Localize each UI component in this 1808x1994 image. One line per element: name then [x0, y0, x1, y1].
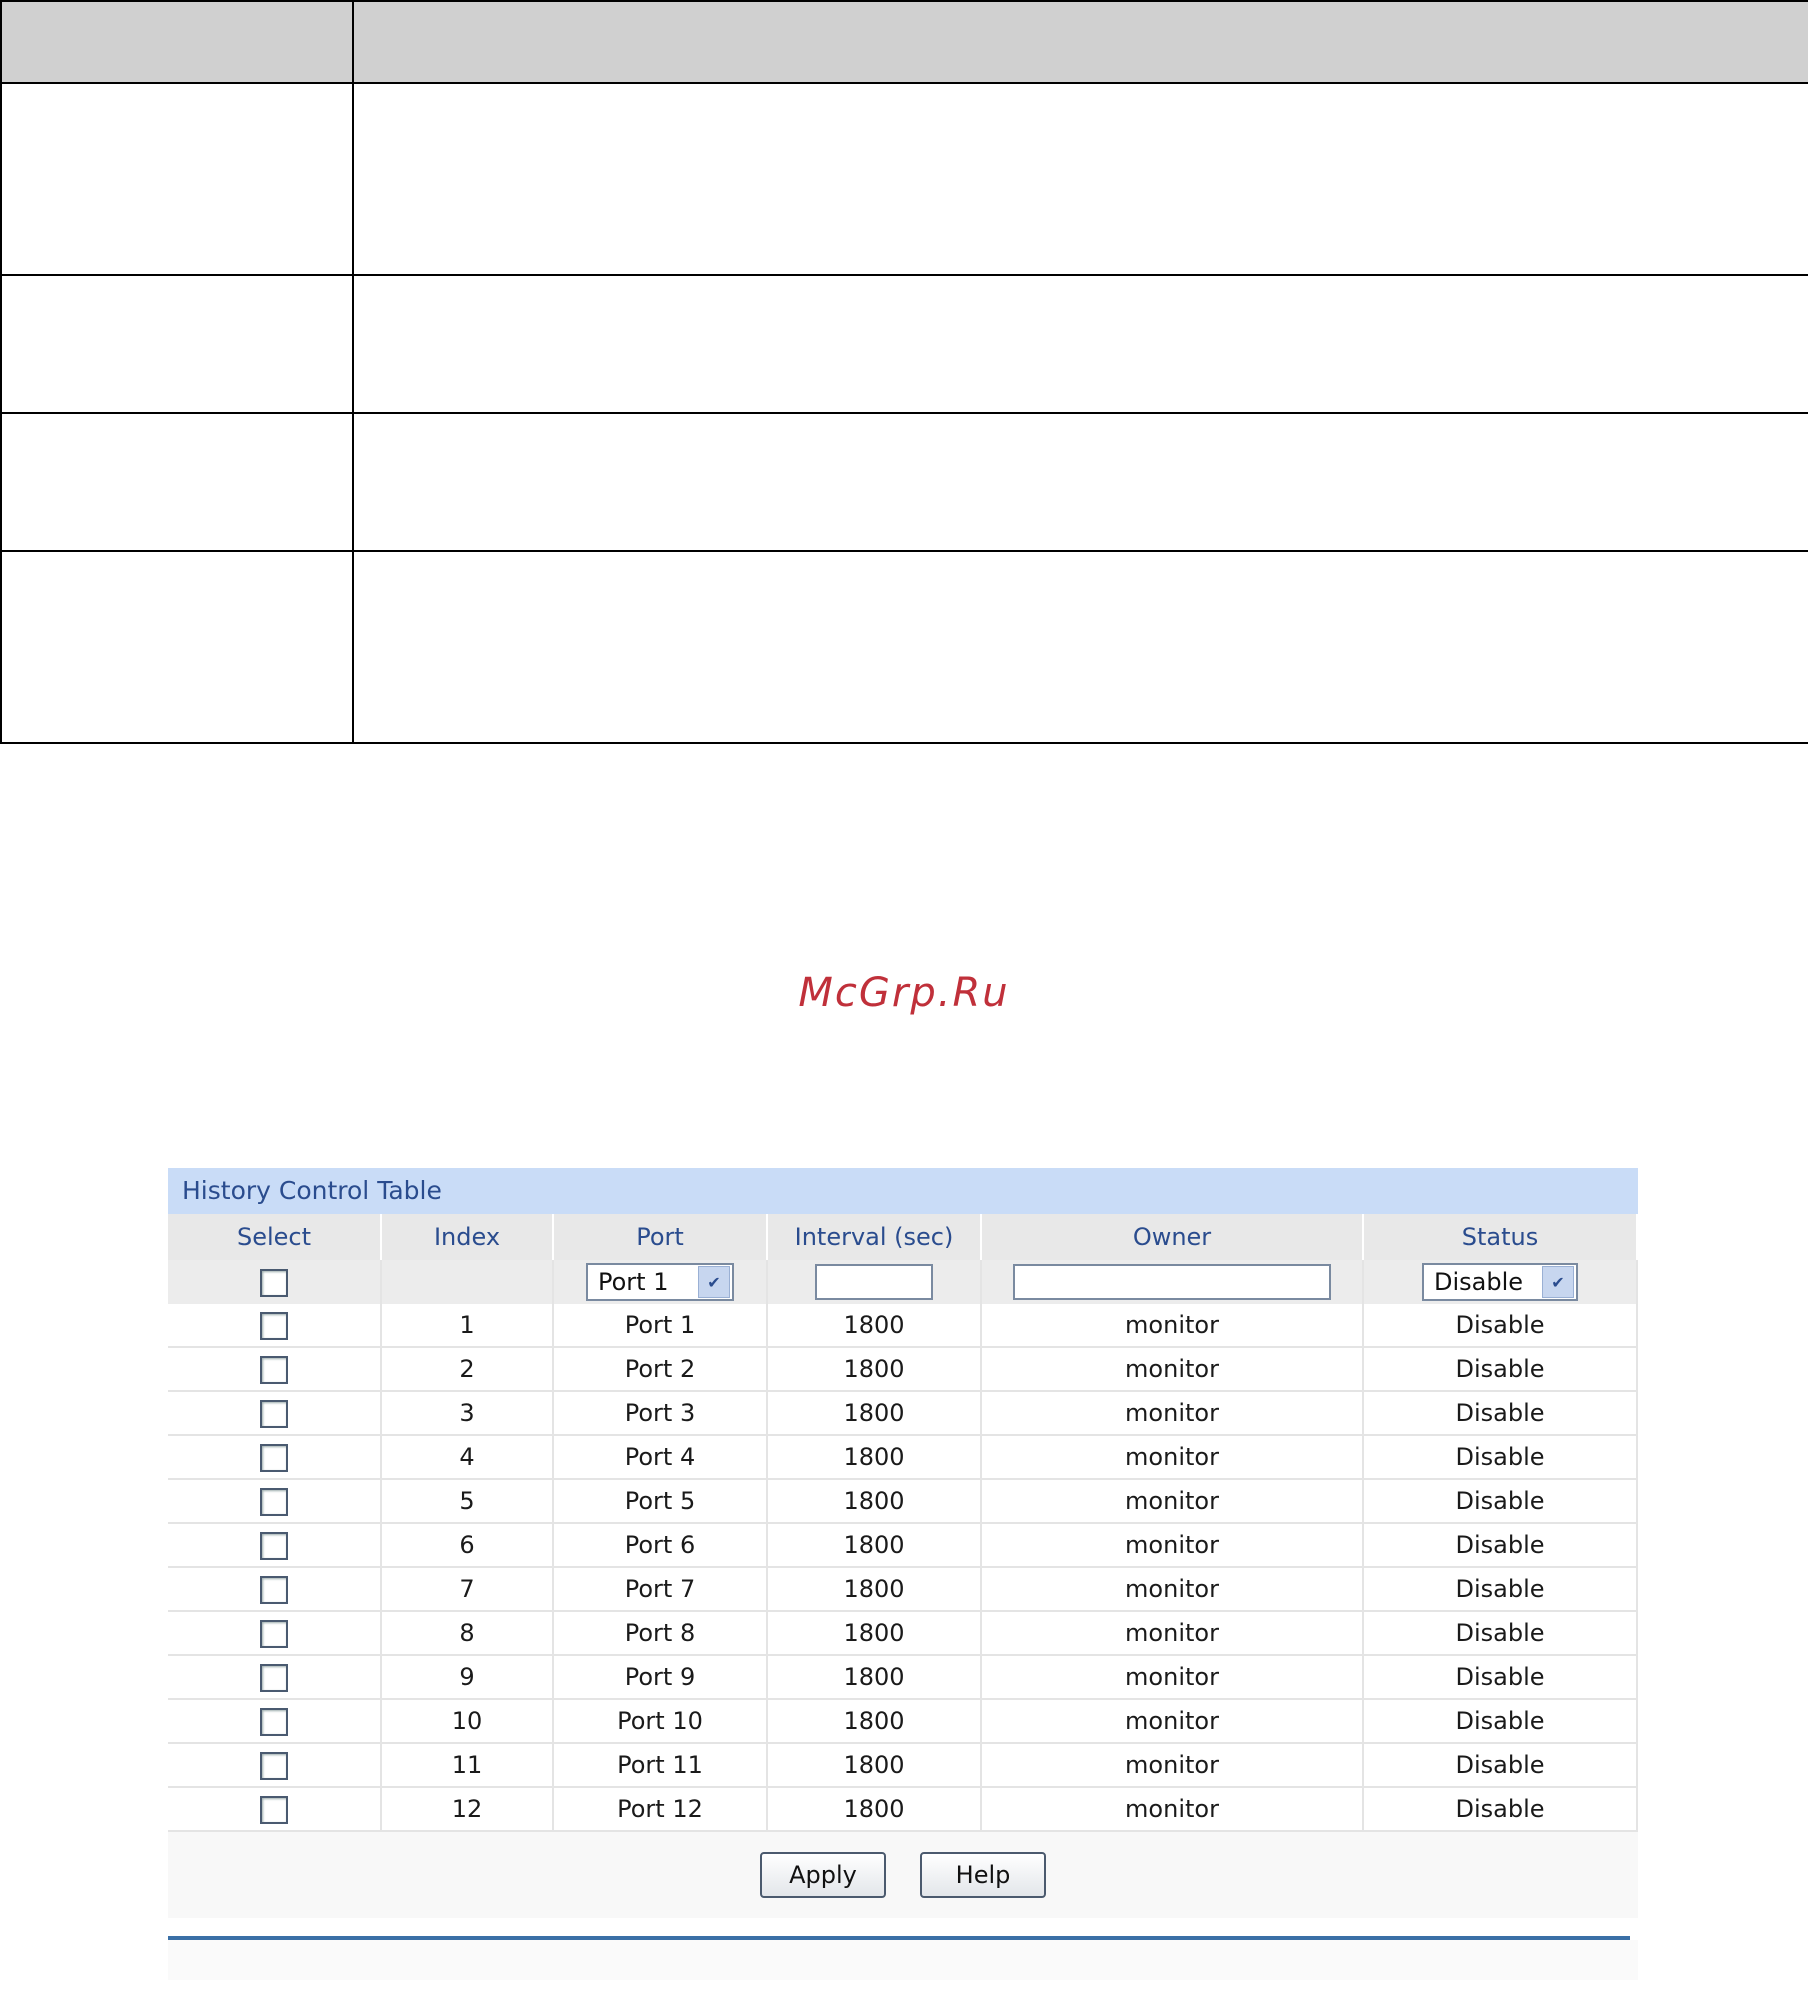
- status-cell: Disable: [1364, 1612, 1638, 1656]
- history-control-panel: [168, 1168, 1638, 1980]
- description-header-cell-1: [1, 1, 353, 83]
- table-row: [168, 1480, 1638, 1524]
- panel-title: History Control Table: [168, 1168, 1638, 1214]
- edit-status-cell: [1364, 1260, 1638, 1304]
- row-checkbox[interactable]: [260, 1620, 288, 1648]
- index-cell: 10: [382, 1700, 554, 1744]
- interval-cell: 1800: [768, 1524, 982, 1568]
- select-cell: [168, 1788, 382, 1832]
- interval-cell: 1800: [768, 1480, 982, 1524]
- port-select-value: Port 1: [598, 1268, 669, 1296]
- status-cell: Disable: [1364, 1656, 1638, 1700]
- select-cell: [168, 1436, 382, 1480]
- port-cell: Port 1: [554, 1304, 768, 1348]
- table-row: [168, 1304, 1638, 1348]
- status-select[interactable]: [1422, 1263, 1578, 1301]
- select-cell: [168, 1612, 382, 1656]
- edit-port-cell: [554, 1260, 768, 1304]
- owner-cell: monitor: [982, 1656, 1364, 1700]
- description-table-row: [1, 551, 1808, 743]
- table-row: [168, 1700, 1638, 1744]
- status-select-value: Disable: [1434, 1268, 1524, 1296]
- row-checkbox[interactable]: [260, 1312, 288, 1340]
- port-cell: Port 11: [554, 1744, 768, 1788]
- owner-cell: monitor: [982, 1304, 1364, 1348]
- table-row: [168, 1612, 1638, 1656]
- owner-cell: monitor: [982, 1392, 1364, 1436]
- index-cell: 4: [382, 1436, 554, 1480]
- index-cell: 3: [382, 1392, 554, 1436]
- table-row: [168, 1348, 1638, 1392]
- status-cell: Disable: [1364, 1348, 1638, 1392]
- interval-cell: 1800: [768, 1436, 982, 1480]
- select-cell: [168, 1744, 382, 1788]
- description-cell: [353, 413, 1808, 551]
- description-header-cell-2: [353, 1, 1808, 83]
- table-row: [168, 1568, 1638, 1612]
- owner-cell: monitor: [982, 1744, 1364, 1788]
- description-cell: [1, 83, 353, 275]
- owner-cell: monitor: [982, 1612, 1364, 1656]
- description-table: [0, 0, 1808, 744]
- status-cell: Disable: [1364, 1304, 1638, 1348]
- port-cell: Port 7: [554, 1568, 768, 1612]
- description-table-row: [1, 275, 1808, 413]
- port-cell: Port 9: [554, 1656, 768, 1700]
- row-checkbox[interactable]: [260, 1708, 288, 1736]
- status-cell: Disable: [1364, 1700, 1638, 1744]
- port-cell: Port 5: [554, 1480, 768, 1524]
- column-header-index: Index: [382, 1214, 554, 1260]
- row-checkbox[interactable]: [260, 1576, 288, 1604]
- port-cell: Port 10: [554, 1700, 768, 1744]
- history-control-table: [168, 1214, 1638, 1832]
- index-cell: 6: [382, 1524, 554, 1568]
- edit-owner-cell: [982, 1260, 1364, 1304]
- select-cell: [168, 1392, 382, 1436]
- description-cell: [353, 275, 1808, 413]
- interval-cell: 1800: [768, 1348, 982, 1392]
- edit-interval-cell: [768, 1260, 982, 1304]
- status-cell: Disable: [1364, 1788, 1638, 1832]
- status-cell: Disable: [1364, 1568, 1638, 1612]
- row-checkbox[interactable]: [260, 1532, 288, 1560]
- status-cell: Disable: [1364, 1480, 1638, 1524]
- owner-cell: monitor: [982, 1568, 1364, 1612]
- table-row: [168, 1788, 1638, 1832]
- port-cell: Port 12: [554, 1788, 768, 1832]
- table-row: [168, 1656, 1638, 1700]
- description-cell: [1, 275, 353, 413]
- select-all-checkbox[interactable]: [260, 1269, 288, 1297]
- edit-select-cell: [168, 1260, 382, 1304]
- owner-cell: monitor: [982, 1788, 1364, 1832]
- select-cell: [168, 1524, 382, 1568]
- select-cell: [168, 1304, 382, 1348]
- help-button[interactable]: Help: [920, 1852, 1046, 1898]
- owner-input[interactable]: [1013, 1264, 1331, 1300]
- select-cell: [168, 1348, 382, 1392]
- description-table-header: [1, 1, 1808, 83]
- owner-cell: monitor: [982, 1524, 1364, 1568]
- description-cell: [353, 551, 1808, 743]
- table-header-row: [168, 1214, 1638, 1260]
- owner-cell: monitor: [982, 1700, 1364, 1744]
- port-select[interactable]: [586, 1263, 734, 1301]
- description-table-row: [1, 413, 1808, 551]
- status-cell: Disable: [1364, 1436, 1638, 1480]
- index-cell: 2: [382, 1348, 554, 1392]
- column-header-select: Select: [168, 1214, 382, 1260]
- apply-button[interactable]: Apply: [760, 1852, 886, 1898]
- select-cell: [168, 1656, 382, 1700]
- interval-cell: 1800: [768, 1392, 982, 1436]
- index-cell: 11: [382, 1744, 554, 1788]
- row-checkbox[interactable]: [260, 1796, 288, 1824]
- index-cell: 1: [382, 1304, 554, 1348]
- table-row: [168, 1392, 1638, 1436]
- description-cell: [1, 551, 353, 743]
- table-row: [168, 1744, 1638, 1788]
- select-cell: [168, 1700, 382, 1744]
- interval-cell: 1800: [768, 1656, 982, 1700]
- port-cell: Port 4: [554, 1436, 768, 1480]
- chevron-down-icon[interactable]: ✔: [698, 1266, 730, 1298]
- row-checkbox[interactable]: [260, 1664, 288, 1692]
- index-cell: 7: [382, 1568, 554, 1612]
- row-checkbox[interactable]: [260, 1488, 288, 1516]
- description-table-row: [1, 83, 1808, 275]
- port-cell: Port 6: [554, 1524, 768, 1568]
- select-cell: [168, 1568, 382, 1612]
- column-header-interval: Interval (sec): [768, 1214, 982, 1260]
- port-cell: Port 3: [554, 1392, 768, 1436]
- column-header-owner: Owner: [982, 1214, 1364, 1260]
- owner-cell: monitor: [982, 1348, 1364, 1392]
- table-row: [168, 1524, 1638, 1568]
- owner-cell: monitor: [982, 1436, 1364, 1480]
- row-checkbox[interactable]: [260, 1752, 288, 1780]
- select-cell: [168, 1480, 382, 1524]
- index-cell: 8: [382, 1612, 554, 1656]
- button-bar: [168, 1832, 1638, 1918]
- edit-index-cell: [382, 1260, 554, 1304]
- interval-input[interactable]: [815, 1264, 933, 1300]
- port-cell: Port 8: [554, 1612, 768, 1656]
- interval-cell: 1800: [768, 1304, 982, 1348]
- port-cell: Port 2: [554, 1348, 768, 1392]
- index-cell: 5: [382, 1480, 554, 1524]
- row-checkbox[interactable]: [260, 1400, 288, 1428]
- description-cell: [1, 413, 353, 551]
- row-checkbox[interactable]: [260, 1444, 288, 1472]
- column-header-status: Status: [1364, 1214, 1638, 1260]
- index-cell: 9: [382, 1656, 554, 1700]
- interval-cell: 1800: [768, 1788, 982, 1832]
- description-cell: [353, 83, 1808, 275]
- interval-cell: 1800: [768, 1612, 982, 1656]
- table-row: [168, 1436, 1638, 1480]
- interval-cell: 1800: [768, 1700, 982, 1744]
- index-cell: 12: [382, 1788, 554, 1832]
- status-cell: Disable: [1364, 1392, 1638, 1436]
- chevron-down-icon[interactable]: ✔: [1542, 1266, 1574, 1298]
- status-cell: Disable: [1364, 1524, 1638, 1568]
- row-checkbox[interactable]: [260, 1356, 288, 1384]
- interval-cell: 1800: [768, 1744, 982, 1788]
- column-header-port: Port: [554, 1214, 768, 1260]
- interval-cell: 1800: [768, 1568, 982, 1612]
- owner-cell: monitor: [982, 1480, 1364, 1524]
- edit-row: [168, 1260, 1638, 1304]
- watermark: McGrp.Ru: [798, 970, 1010, 1016]
- status-cell: Disable: [1364, 1744, 1638, 1788]
- panel-footer: [168, 1940, 1638, 1980]
